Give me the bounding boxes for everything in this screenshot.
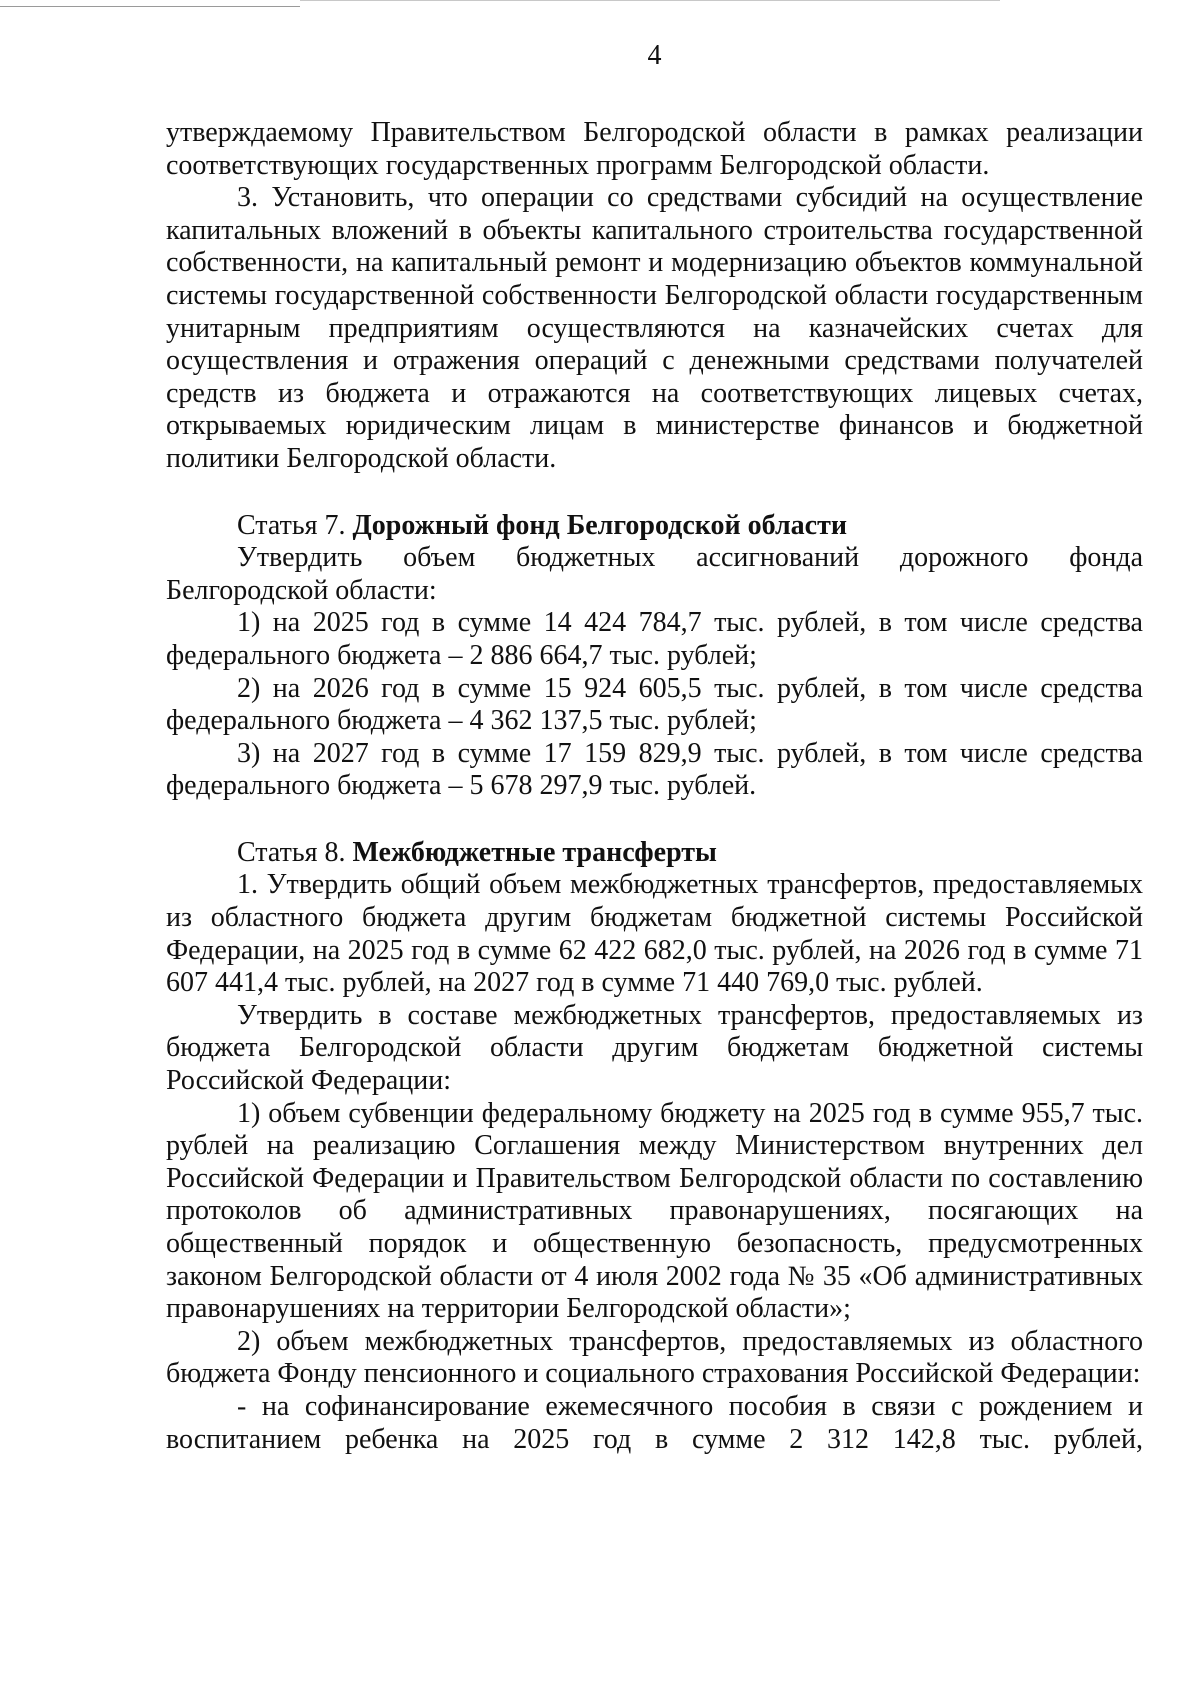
article-8-prefix: Статья 8. — [237, 836, 346, 868]
article-8-title: Межбюджетные трансферты — [352, 836, 717, 868]
article-8-dash-item: - на софинансирование ежемесячного пособия в связи с рождением и воспитанием ребенка на 2025 год в сумме 2 312 142,8 тыс. рублей, — [166, 1390, 1143, 1455]
document-page — [166, 38, 1143, 1456]
article-7-title: Дорожный фонд Белгородской области — [352, 509, 847, 541]
article-8-subitem-1: 1) объем субвенции федеральному бюджету на 2025 год в сумме 955,7 тыс. рублей на реализацию Соглашения между Министерством внутренних дел Российской Федерации и Правительством Белгородской области по составлению протоколов об административных правонарушениях, посягающих на общественный порядок и общественную безопасность, предусмотренных законом Белгородской области от 4 июля 2002 года № 35 «Об административных правонарушениях на территории Белгородской области»; — [166, 1097, 1143, 1325]
article-7-paragraph: Утвердить объем бюджетных ассигнований дорожного фонда Белгородской области: — [166, 542, 1143, 606]
article-8-item-1: 1. Утвердить общий объем межбюджетных трансфертов, предоставляемых из областного бюджета другим бюджетам бюджетной системы Российской Федерации, на 2025 год в сумме 62 422 682,0 тыс. рублей, на 2026 год в сумме 71 607 441,4 тыс. рублей, на 2027 год в сумме 71 440 769,0 тыс. рублей. — [166, 869, 1143, 999]
article-7-item-2: 2) на 2026 год в сумме 15 924 605,5 тыс. рублей, в том числе средства федерального бюджета – 4 362 137,5 тыс. рублей; — [166, 672, 1143, 737]
paragraph-continuation: утверждаемому Правительством Белгородской области в рамках реализации соответствующих государственных программ Белгородской области. — [166, 117, 1143, 181]
page-number: 4 — [647, 40, 662, 71]
article-7-item-3: 3) на 2027 год в сумме 17 159 829,9 тыс. рублей, в том числе средства федерального бюджета – 5 678 297,9 тыс. рублей. — [166, 737, 1143, 802]
scan-edge-line-faint — [300, 0, 1000, 1]
article-7-prefix: Статья 7. — [237, 509, 346, 541]
article-8-subitem-2: 2) объем межбюджетных трансфертов, предоставляемых из областного бюджета Фонду пенсионного и социального страхования Российской Федерации: — [166, 1325, 1143, 1390]
article-7-heading — [166, 510, 1143, 543]
paragraph-item-3: 3. Установить, что операции со средствами субсидий на осуществление капитальных вложений в объекты капитального строительства государственной собственности, на капитальный ремонт и модернизацию объектов коммунальной системы государственной собственности Белгородской области государственным унитарным предприятиям осуществляются на казначейских счетах для осуществления и отражения операций с денежными средствами получателей средств из бюджета и отражаются на соответствующих лицевых счетах, открываемых юридическим лицам в министерстве финансов и бюджетной политики Белгородской области. — [166, 182, 1143, 474]
article-8-heading — [166, 837, 1143, 870]
scan-edge-line — [0, 6, 300, 7]
article-8-paragraph: Утвердить в составе межбюджетных трансфертов, предоставляемых из бюджета Белгородской области другим бюджетам бюджетной системы Российской Федерации: — [166, 999, 1143, 1097]
article-7-item-1: 1) на 2025 год в сумме 14 424 784,7 тыс. рублей, в том числе средства федерального бюджета – 2 886 664,7 тыс. рублей; — [166, 607, 1143, 671]
